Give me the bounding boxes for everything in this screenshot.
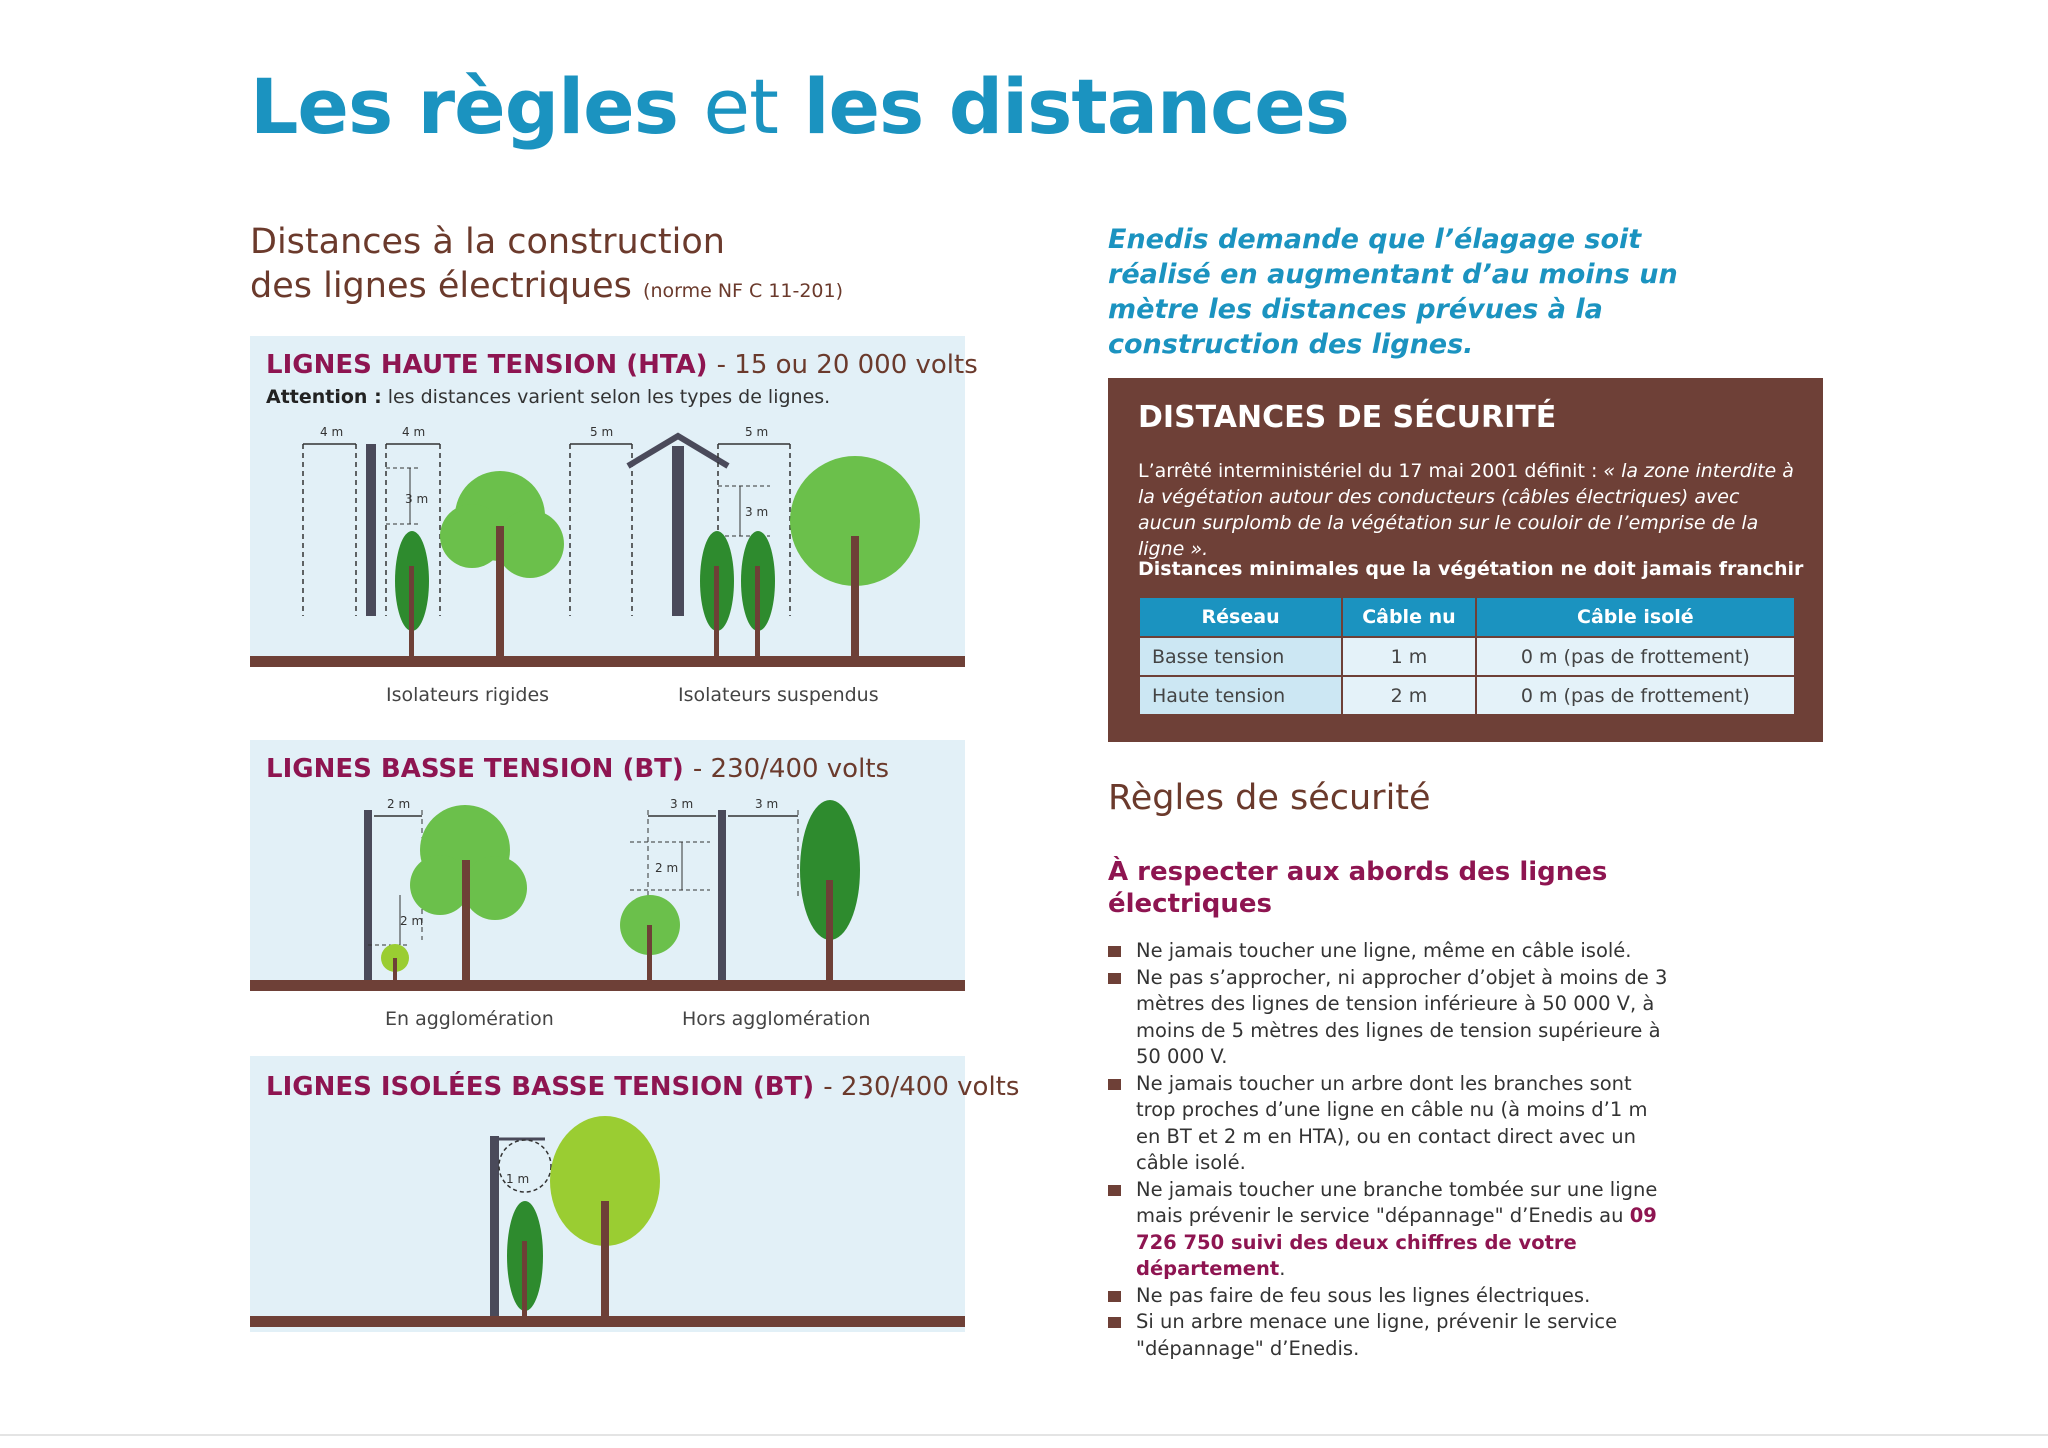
rules-title: Règles de sécurité xyxy=(1108,778,1431,818)
table-header: Réseau xyxy=(1139,597,1342,637)
table-row xyxy=(1139,637,1795,676)
rule-text: Ne jamais toucher une branche tombée sur une ligne mais prévenir le service "dépannage" d’Enedis au xyxy=(1136,1177,1658,1227)
construction-heading-line1: Distances à la construction xyxy=(250,222,725,262)
bt-dim-0: 2 m xyxy=(387,797,411,811)
bt-subtitle: - 230/400 volts xyxy=(692,754,890,784)
table-cell: Basse tension xyxy=(1139,637,1342,676)
phone-highlight: 09 726 750 suivi des deux chiffres de votre département xyxy=(1136,1204,1657,1280)
construction-heading xyxy=(250,220,843,313)
bt-pole-left xyxy=(364,810,372,980)
hta-title xyxy=(266,350,978,380)
title-part1: Les règles xyxy=(250,62,678,151)
bt-isolees-subtitle: - 230/400 volts xyxy=(823,1072,1020,1102)
hta-ground xyxy=(250,656,965,667)
hta-panel xyxy=(250,336,978,706)
security-box xyxy=(1108,378,1823,742)
table-cell: 0 m (pas de frottement) xyxy=(1476,637,1795,676)
bt-pole-right xyxy=(718,810,726,980)
list-item xyxy=(1108,1177,1668,1283)
hta-title-text: LIGNES HAUTE TENSION (HTA) xyxy=(266,350,708,380)
hta-attention xyxy=(266,386,830,408)
bt-isolees-illustration xyxy=(250,1111,965,1332)
rule-text-end: . xyxy=(1279,1257,1286,1280)
footer-divider xyxy=(0,1434,2048,1436)
hta-dim-1: 4 m xyxy=(402,425,426,439)
bullet-square-icon xyxy=(1108,1317,1121,1328)
list-item xyxy=(1108,1071,1668,1177)
hta-pole-right xyxy=(672,446,684,616)
security-text-plain: L’arrêté interministériel du 17 mai 2001 définit : xyxy=(1138,460,1598,482)
bt-ground xyxy=(250,980,965,991)
table-row xyxy=(1139,676,1795,715)
table-cell: 2 m xyxy=(1342,676,1476,715)
hta-pole-left xyxy=(366,444,376,616)
rule-text: Ne pas faire de feu sous les lignes électriques. xyxy=(1136,1283,1591,1307)
bt-isolees-title xyxy=(266,1072,1019,1102)
rules-subtitle: À respecter aux abords des lignes électriques xyxy=(1108,857,1608,919)
security-text xyxy=(1138,458,1798,562)
bt-caption-right: Hors agglomération xyxy=(682,1008,871,1030)
bt-illustration xyxy=(250,790,965,1005)
hta-dim-5: 3 m xyxy=(745,505,769,519)
hta-dim-3: 5 m xyxy=(590,425,614,439)
bt-isolees-title-text: LIGNES ISOLÉES BASSE TENSION (BT) xyxy=(266,1072,815,1102)
page-title xyxy=(250,62,1349,151)
hta-dim-4: 5 m xyxy=(745,425,769,439)
hta-subtitle: - 15 ou 20 000 volts xyxy=(716,350,978,380)
bt-panel xyxy=(250,740,965,1030)
intro-text: Enedis demande que l’élagage soit réalisé en augmentant d’au moins un mètre les distances prévues à la construction des lignes. xyxy=(1108,224,1678,360)
title-part2: et xyxy=(703,62,778,151)
table-header: Câble isolé xyxy=(1476,597,1795,637)
bt-title xyxy=(266,754,889,784)
bullet-square-icon xyxy=(1108,1185,1121,1196)
rules-list xyxy=(1108,938,1668,1362)
security-title: DISTANCES DE SÉCURITÉ xyxy=(1138,400,1557,435)
bullet-square-icon xyxy=(1108,946,1121,957)
bullet-square-icon xyxy=(1108,1079,1121,1090)
distances-table xyxy=(1138,596,1796,716)
security-subtitle: Distances minimales que la végétation ne doit jamais franchir xyxy=(1138,558,1804,580)
hta-caption-left: Isolateurs rigides xyxy=(386,684,550,706)
bt-dim-3: 3 m xyxy=(755,797,779,811)
construction-heading-line2: des lignes électriques xyxy=(250,266,632,306)
list-item xyxy=(1108,965,1668,1071)
norm-reference: (norme NF C 11-201) xyxy=(643,280,844,302)
list-item xyxy=(1108,938,1668,965)
hta-attention-label: Attention : xyxy=(266,386,382,408)
bt-caption-left: En agglomération xyxy=(385,1008,554,1030)
hta-illustration xyxy=(250,416,965,681)
rule-text: Ne jamais toucher un arbre dont les branches sont trop proches d’une ligne en câble nu (à moins d’1 m en BT et 2 m en HTA), ou en contact direct avec un câble isolé. xyxy=(1136,1071,1648,1174)
hta-dim-2: 3 m xyxy=(405,492,429,506)
bt-dim-4: 2 m xyxy=(655,861,679,875)
list-item xyxy=(1108,1283,1668,1310)
rule-text: Ne jamais toucher une ligne, même en câble isolé. xyxy=(1136,939,1632,962)
bt-dim-1: 2 m xyxy=(400,914,424,928)
rule-text: Ne pas s’approcher, ni approcher d’objet à moins de 3 mètres des lignes de tension inférieure à 50 000 V, à moins de 5 mètres des lignes de tension supérieure à 50 000 V. xyxy=(1136,965,1668,1068)
bullet-square-icon xyxy=(1108,1291,1121,1302)
table-header-row xyxy=(1139,597,1795,637)
bt-isolees-ground xyxy=(250,1316,965,1327)
security-text-italic: « la zone interdite à la végétation autour des conducteurs (câbles électriques) avec aucun surplomb de la végétation sur le couloir de l’emprise de la ligne ». xyxy=(1138,460,1794,560)
table-cell: 1 m xyxy=(1342,637,1476,676)
rule-text: Si un arbre menace une ligne, prévenir le service "dépannage" d’Enedis. xyxy=(1136,1310,1618,1360)
hta-attention-text: les distances varient selon les types de lignes. xyxy=(387,386,831,408)
bt-isolees-dim-0: 1 m xyxy=(506,1172,530,1186)
bullet-square-icon xyxy=(1108,973,1121,984)
bt-isolees-pole xyxy=(490,1136,499,1316)
title-part3: les distances xyxy=(803,62,1349,151)
bt-dim-2: 3 m xyxy=(670,797,694,811)
table-cell: 0 m (pas de frottement) xyxy=(1476,676,1795,715)
hta-dim-0: 4 m xyxy=(320,425,344,439)
hta-caption-right: Isolateurs suspendus xyxy=(678,684,879,706)
bt-title-text: LIGNES BASSE TENSION (BT) xyxy=(266,754,684,784)
table-cell: Haute tension xyxy=(1139,676,1342,715)
list-item xyxy=(1108,1309,1668,1362)
bt-isolees-panel xyxy=(250,1056,1020,1332)
table-header: Câble nu xyxy=(1342,597,1476,637)
